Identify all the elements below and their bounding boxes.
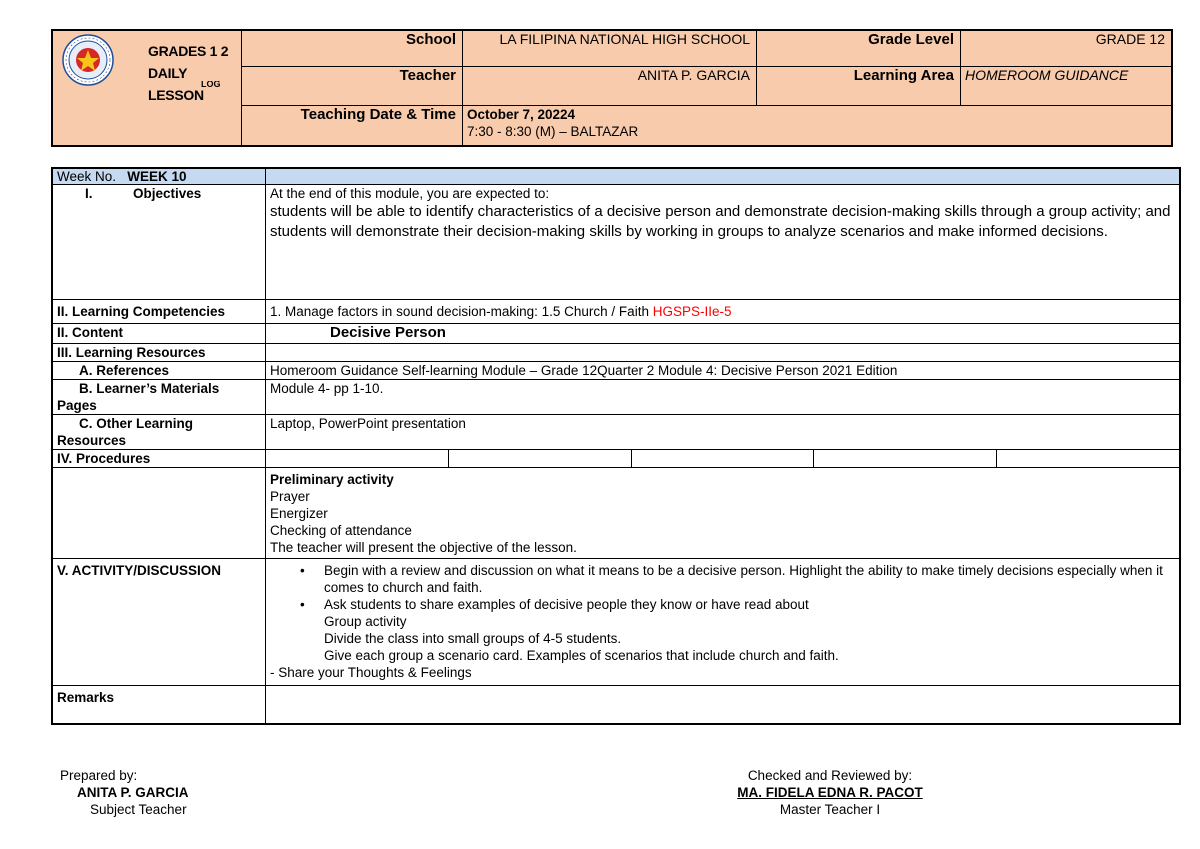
activity-bullet-list: [270, 562, 1175, 613]
competencies-label: II. Learning Competencies: [52, 300, 266, 324]
prepared-title: Subject Teacher: [90, 802, 187, 817]
checked-label: Checked and Reviewed by:: [747, 768, 913, 783]
remarks-row: [52, 686, 1180, 724]
preliminary-item: The teacher will present the objective of the lesson.: [270, 540, 577, 555]
date-time-cell: [463, 106, 1173, 146]
objectives-row: [52, 185, 1180, 300]
other-label-cell: [52, 415, 266, 450]
activity-bullet: • Begin with a review and discussion on what it means to be a decisive person. Highlight the ability to make timely decisions especially when it comes to church and faith.: [324, 562, 1175, 596]
preliminary-item: Checking of attendance: [270, 523, 412, 538]
objective-1: students will be able to identify characteristics of a decisive person and demonstrate decision-making skills through a group activity; and: [270, 203, 1171, 220]
preliminary-item: Prayer: [270, 489, 310, 504]
prepared-name: ANITA P. GARCIA: [77, 785, 189, 800]
week-row: [52, 168, 1180, 185]
grade-level-label: Grade Level: [757, 30, 961, 66]
references-row: [52, 362, 1180, 380]
content-row: [52, 324, 1180, 344]
activity-line: Divide the class into small groups of 4-5 students.: [324, 631, 622, 646]
checked-title: Master Teacher I: [779, 802, 881, 817]
procedures-subcell: [632, 450, 815, 467]
activity-line: Give each group a scenario card. Examples of scenarios that include church and faith.: [324, 648, 839, 663]
lesson-plan-table: [51, 167, 1181, 725]
objectives-content: [266, 185, 1181, 300]
procedures-subcell-group: [266, 450, 1179, 467]
preliminary-content: [266, 468, 1181, 559]
week-cell: [52, 168, 266, 185]
title-cut-text: LOG: [201, 81, 221, 87]
procedures-subcell: [266, 450, 449, 467]
teacher-value: ANITA P. GARCIA: [463, 66, 757, 105]
activity-line: Group activity: [324, 614, 407, 629]
school-label: School: [242, 30, 463, 66]
grade-level-value: GRADE 12: [961, 30, 1173, 66]
procedures-subcell: [814, 450, 997, 467]
other-value: Laptop, PowerPoint presentation: [266, 415, 1181, 450]
objective-2: students will demonstrate their decision-making skills by working in groups to analyze scenarios and make informed decisions.: [270, 223, 1108, 240]
competencies-text: 1. Manage factors in sound decision-making: 1.5 Church / Faith: [270, 304, 649, 319]
competencies-content: [266, 300, 1181, 324]
resources-row: [52, 344, 1180, 362]
content-label: II. Content: [52, 324, 266, 344]
school-value: LA FILIPINA NATIONAL HIGH SCHOOL: [463, 30, 757, 66]
preliminary-title: Preliminary activity: [270, 472, 394, 487]
objectives-intro: At the end of this module, you are expected to:: [270, 186, 550, 201]
preliminary-row: [52, 468, 1180, 559]
competencies-code: HGSPS-IIe-5: [652, 304, 732, 319]
other-resources-row: [52, 415, 1180, 450]
resources-label: III. Learning Resources: [52, 344, 266, 362]
activity-label: V. ACTIVITY/DISCUSSION: [52, 559, 266, 686]
deped-seal-icon: [62, 34, 114, 86]
learners-label-1: B. Learner’s Materials: [79, 381, 220, 396]
procedures-subcell: [449, 450, 632, 467]
objectives-label-cell: [52, 185, 266, 300]
remarks-label: Remarks: [52, 686, 266, 724]
objectives-label: Objectives: [133, 186, 202, 201]
competencies-row: [52, 300, 1180, 324]
checked-by-block: [700, 767, 960, 818]
objectives-num: I.: [85, 186, 93, 201]
procedures-subcell: [997, 450, 1179, 467]
learners-label-2: Pages: [57, 398, 97, 413]
learners-value: Module 4- pp 1-10.: [266, 380, 1181, 415]
procedures-label: IV. Procedures: [52, 450, 266, 468]
header-logo-cell: [52, 30, 242, 146]
document-title: [148, 40, 241, 106]
prepared-label: Prepared by:: [60, 768, 138, 783]
prepared-by-block: [60, 767, 189, 818]
week-value: WEEK 10: [127, 169, 187, 184]
week-blank: [266, 168, 1181, 185]
date-value: October 7, 20224: [467, 107, 576, 123]
other-label-2: Resources: [57, 433, 127, 448]
learning-area-value: HOMEROOM GUIDANCE: [961, 66, 1173, 105]
resources-blank: [266, 344, 1181, 362]
date-label: Teaching Date & Time: [242, 106, 463, 146]
teacher-label: Teacher: [242, 66, 463, 105]
time-value: 7:30 - 8:30 (M) – BALTAZAR: [467, 124, 639, 140]
learners-materials-row: [52, 380, 1180, 415]
content-value: Decisive Person: [266, 324, 1181, 344]
preliminary-item: Energizer: [270, 506, 328, 521]
references-label: A. References: [52, 362, 266, 380]
remarks-blank: [266, 686, 1181, 724]
header-table: [51, 29, 1173, 147]
learning-area-label: Learning Area: [757, 66, 961, 105]
activity-row: [52, 559, 1180, 686]
activity-bullet: • Ask students to share examples of decisive people they know or have read about: [324, 596, 1175, 613]
title-line-1: GRADES 1 2: [148, 43, 229, 59]
checked-name: MA. FIDELA EDNA R. PACOT: [737, 785, 923, 800]
title-line-2: DAILY LESSON: [148, 65, 204, 103]
activity-share: - Share your Thoughts & Feelings: [270, 665, 472, 680]
learners-label-cell: [52, 380, 266, 415]
other-label-1: C. Other Learning: [79, 416, 194, 431]
week-label: Week No.: [57, 169, 117, 184]
references-value: Homeroom Guidance Self-learning Module – Grade 12Quarter 2 Module 4: Decisive Person 2021 Edition: [266, 362, 1181, 380]
procedures-row: [52, 450, 1180, 468]
preliminary-blank: [52, 468, 266, 559]
procedures-subcells: [266, 450, 1181, 468]
activity-content: [266, 559, 1181, 686]
